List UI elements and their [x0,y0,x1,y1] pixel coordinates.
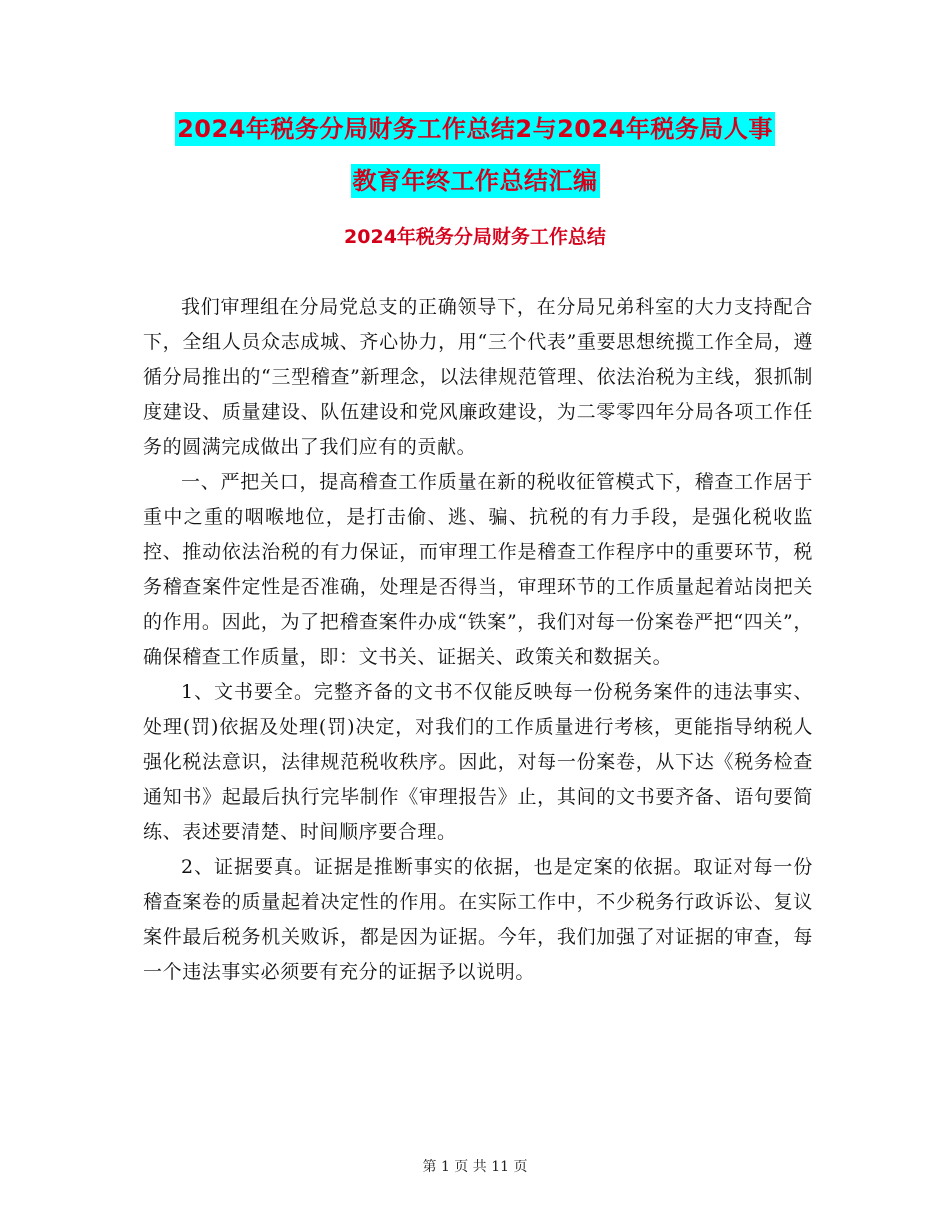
title-line-1: 2024年税务分局财务工作总结2与2024年税务局人事 [175,112,775,146]
title-line-2: 教育年终工作总结汇编 [351,164,600,198]
paragraph-section-1: 一、严把关口，提高稽查工作质量在新的税收征管模式下，稽查工作居于重中之重的咽喉地位，是打击偷、逃、骗、抗税的有力手段，是强化税收监控、推动依法治税的有力保证，而审理工作是稽查工作程序中的重要环节，税务稽查案件定性是否准确，处理是否得当，审理环节的工作质量起着站岗把关的作用。因此，为了把稽查案件办成“铁案”，我们对每一份案卷严把“四关”，确保稽查工作质量，即：文书关、证据关、政策关和数据关。 [143,471,813,668]
paragraph-item-2: 2、证据要真。证据是推断事实的依据，也是定案的依据。取证对每一份稽查案卷的质量起着决定性的作用。在实际工作中，不少税务行政诉讼、复议案件最后税务机关败诉，都是因为证据。今年，我们加强了对证据的审查，每一个违法事实必须要有充分的证据予以说明。 [143,856,813,983]
paragraph-item-1: 1、文书要全。完整齐备的文书不仅能反映每一份税务案件的违法事实、处理(罚)依据及处理(罚)决定，对我们的工作质量进行考核，更能指导纳税人强化税法意识，法律规范税收秩序。因此，对每一份案卷，从下达《税务检查通知书》起最后执行完毕制作《审理报告》止，其间的文书要齐备、语句要简练、表述要清楚、时间顺序要合理。 [143,681,813,843]
document-body [143,290,813,990]
section-heading: 2024年税务分局财务工作总结 [344,226,606,248]
page-footer: 第 1 页 共 11 页 [422,1159,528,1175]
document-title [0,112,950,216]
paragraph-intro: 我们审理组在分局党总支的正确领导下，在分局兄弟科室的大力支持配合下，全组人员众志成城、齐心协力，用“三个代表”重要思想统揽工作全局，遵循分局推出的“三型稽查”新理念，以法律规范管理、依法治税为主线，狠抓制度建设、质量建设、队伍建设和党风廉政建设，为二零零四年分局各项工作任务的圆满完成做出了我们应有的贡献。 [143,296,813,458]
